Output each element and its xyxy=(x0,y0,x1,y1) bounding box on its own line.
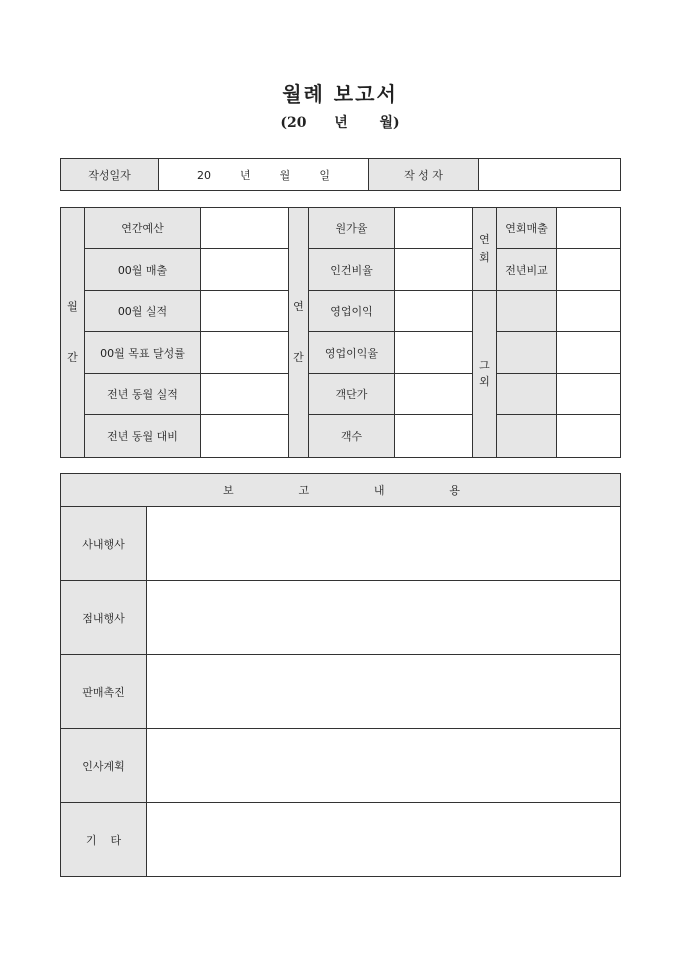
monthly-item-value[interactable] xyxy=(201,290,289,331)
subtitle-open: (20 xyxy=(280,115,307,131)
report-row-label: 기 타 xyxy=(61,803,147,877)
report-row-label: 점내행사 xyxy=(61,581,147,655)
author-label: 작 성 자 xyxy=(369,159,479,191)
annual-item-label: 객단가 xyxy=(309,373,395,414)
yeonhoe-item-value[interactable] xyxy=(557,208,621,249)
annual-section-label: 연 간 xyxy=(289,208,309,458)
monthly-item-label: 전년 동월 대비 xyxy=(85,415,201,458)
annual-item-value[interactable] xyxy=(395,208,473,249)
other-item-value[interactable] xyxy=(557,290,621,331)
report-row-content[interactable] xyxy=(147,581,621,655)
other-item-label[interactable] xyxy=(497,290,557,331)
monthly-item-label: 00월 매출 xyxy=(85,249,201,290)
annual-item-label: 원가율 xyxy=(309,208,395,249)
monthly-item-value[interactable] xyxy=(201,415,289,458)
summary-table xyxy=(60,207,621,458)
header-table xyxy=(60,158,621,191)
yeonhoe-item-label: 전년비교 xyxy=(497,249,557,290)
annual-item-value[interactable] xyxy=(395,332,473,373)
annual-item-value[interactable] xyxy=(395,290,473,331)
annual-item-label: 인건비율 xyxy=(309,249,395,290)
date-prefix: 20 xyxy=(197,168,212,182)
report-header-char: 보 xyxy=(223,484,234,497)
report-row-content[interactable] xyxy=(147,655,621,729)
other-item-label[interactable] xyxy=(497,373,557,414)
report-header-char: 내 xyxy=(373,484,385,497)
report-table xyxy=(60,473,621,877)
report-row-label: 판매촉진 xyxy=(61,655,147,729)
subtitle-year: 년 xyxy=(334,115,348,131)
yeonhoe-item-label: 연회매출 xyxy=(497,208,557,249)
report-header-char: 고 xyxy=(298,484,310,497)
annual-item-label: 객수 xyxy=(309,415,395,458)
monthly-item-value[interactable] xyxy=(201,249,289,290)
page-subtitle xyxy=(0,112,680,132)
date-year: 년 xyxy=(240,168,251,182)
annual-item-label: 영업이익율 xyxy=(309,332,395,373)
date-label: 작성일자 xyxy=(61,159,159,191)
report-header-char: 용 xyxy=(449,484,460,497)
report-row-label: 사내행사 xyxy=(61,507,147,581)
report-row-content[interactable] xyxy=(147,729,621,803)
author-value[interactable] xyxy=(479,159,621,191)
monthly-item-value[interactable] xyxy=(201,208,289,249)
page-title: 월례 보고서 xyxy=(282,82,398,106)
annual-item-value[interactable] xyxy=(395,415,473,458)
monthly-item-label: 00월 실적 xyxy=(85,290,201,331)
subtitle-month: 월) xyxy=(379,115,400,131)
annual-item-value[interactable] xyxy=(395,373,473,414)
other-item-value[interactable] xyxy=(557,415,621,458)
monthly-item-value[interactable] xyxy=(201,373,289,414)
annual-item-value[interactable] xyxy=(395,249,473,290)
monthly-section-label: 월 간 xyxy=(61,208,85,458)
report-row-content[interactable] xyxy=(147,507,621,581)
report-row-content[interactable] xyxy=(147,803,621,877)
date-day: 일 xyxy=(319,168,330,182)
other-item-value[interactable] xyxy=(557,373,621,414)
annual-item-label: 영업이익 xyxy=(309,290,395,331)
other-item-value[interactable] xyxy=(557,332,621,373)
date-month: 월 xyxy=(279,168,291,182)
other-section-label: 그 외 xyxy=(473,290,497,457)
monthly-item-label: 연간예산 xyxy=(85,208,201,249)
monthly-item-value[interactable] xyxy=(201,332,289,373)
report-row-label: 인사계획 xyxy=(61,729,147,803)
monthly-item-label: 00월 목표 달성률 xyxy=(85,332,201,373)
monthly-item-label: 전년 동월 실적 xyxy=(85,373,201,414)
other-item-label[interactable] xyxy=(497,332,557,373)
other-item-label[interactable] xyxy=(497,415,557,458)
date-value[interactable] xyxy=(159,159,369,191)
yeonhoe-section-label: 연 회 xyxy=(473,208,497,291)
yeonhoe-item-value[interactable] xyxy=(557,249,621,290)
report-header xyxy=(61,474,621,507)
